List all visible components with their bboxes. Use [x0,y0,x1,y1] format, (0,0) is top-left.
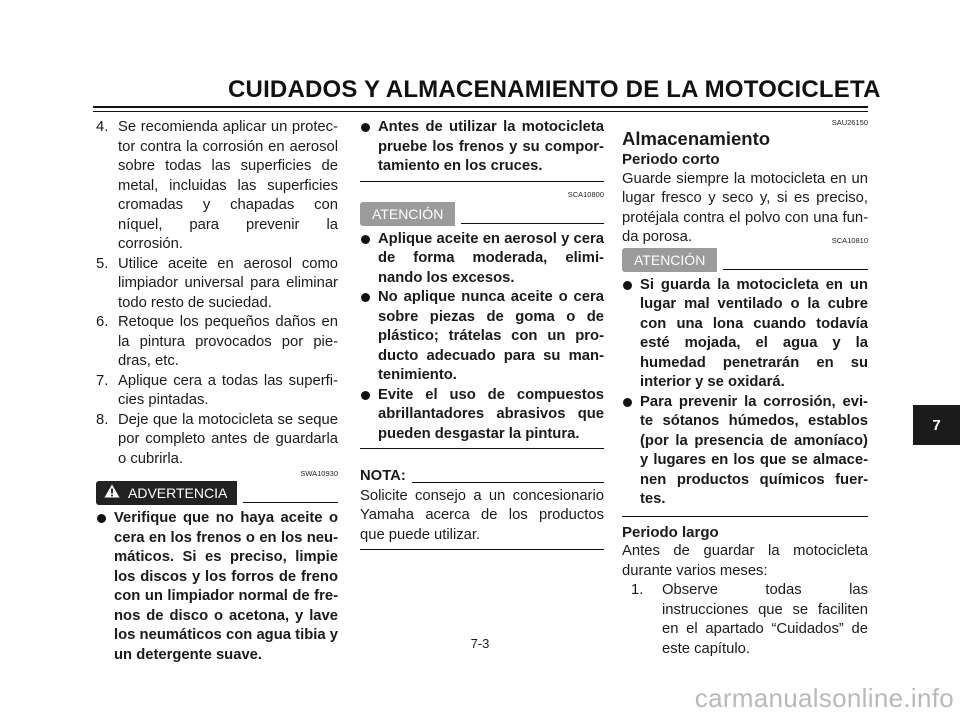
list-item: 1. Observe todas las instrucciones que se faciliten en el apartado “Cuidados” de este capítulo. [631,582,868,657]
bullet-icon [361,235,370,244]
section-rule [622,516,868,517]
list-item: 4. Se recomienda aplicar un protec-tor contra la corrosión en aerosol sobre todas las superficies de metal, incluidas las superficies cromadas y chapadas con níquel, para prevenir la corrosión. [96,119,338,252]
caution-label-line [461,223,604,224]
watermark: carmanualsonline.info [694,683,954,713]
list-item: 7. Aplique cera a todas las superfi-cies pintadas. [96,372,338,408]
list-item: Si guarda la motocicleta en un lugar mal ventilado o la cubre con una lona cuando todavía esté mojada, el agua y la humedad penetrarán en su interior y se oxidará. [622,276,868,393]
bullet-icon [623,281,632,290]
warning-label-line [243,502,338,503]
header-rule-thin [93,111,868,112]
long-storage-text: Antes de guardar la motocicleta durante varios meses: [622,543,868,579]
list-item: Aplique aceite en aerosol y cera de forma moderada, elimi-nando los excesos. [360,230,604,289]
caution-badge: ATENCIÓN [360,202,455,226]
section-code: SAU26150 [831,118,868,127]
page-header-title: CUIDADOS Y ALMACENAMIENTO DE LA MOTOCICLETA [228,76,881,103]
warning-triangle-icon [104,481,120,505]
column-1 [96,118,338,665]
warning-label-row [96,481,338,505]
caution-badge: ATENCIÓN [622,248,717,272]
caution-code: SCA10800 [567,189,604,199]
chapter-tab[interactable]: 7 [913,405,960,445]
caution-bullets [622,276,868,510]
caution-code: SCA10810 [831,235,868,245]
section-rule [360,181,604,182]
caution-label-line [723,269,868,270]
list-item: 6. Retoque los pequeños daños en la pintura provocados por pie-dras, etc. [96,314,338,369]
note-label-line [412,482,604,483]
caution-label-row [622,248,868,272]
bullet-icon [97,514,106,523]
column-3 [622,118,868,659]
list-item: No aplique nunca aceite o cera sobre piezas de goma o de plástico; trátelas con un pro-ducto adecuado para su man-tenimiento. [360,288,604,386]
section-rule [360,549,604,550]
warning-label: ADVERTENCIA [128,485,228,501]
note-text: Solicite consejo a un concesionario Yamaha acerca de los productos que puede utilizar. [360,487,604,543]
section-rule [360,448,604,449]
note-label-row [360,467,604,487]
subsection-title-long: Periodo largo [622,523,719,541]
warning-code: SWA10930 [300,469,338,478]
list-item: Para prevenir la corrosión, evi-te sótanos húmedos, establos (por la presencia de amoníaco) y lugares en los que se almace-nen productos químicos fuer-tes. [622,393,868,510]
warning-bullets-continued [360,118,604,177]
header-rule [93,106,868,108]
bullet-icon [361,123,370,132]
bullet-icon [623,398,632,407]
bullet-icon [361,391,370,400]
caution-label-row [360,202,604,226]
warning-badge [96,481,237,505]
short-storage-text: Guarde siempre la motocicleta en un lugar fresco y seco y, si es preciso, protéjala contra el polvo con una fun-da porosa. [622,170,868,245]
list-item: Antes de utilizar la motocicleta pruebe los frenos y su compor-tamiento en los cruces. [360,118,604,177]
bullet-icon [361,293,370,302]
section-title: Almacenamiento [622,128,771,149]
list-item: Verifique que no haya aceite o cera en los frenos o en los neu-máticos. Si es preciso, limpie los discos y los forros de freno con un limpiador normal de fre-nos de disco o acetona, y lave los neumáticos con agua tibia y un detergente suave. [96,509,338,665]
cleaning-steps-list [96,118,338,469]
note-label: NOTA: [360,468,406,484]
list-item: 8. Deje que la motocicleta se seque por completo antes de guardarla o cubrirla. [96,411,338,467]
page-number: 7-3 [470,636,490,651]
subsection-title-short: Periodo corto [622,151,720,168]
column-2 [360,118,604,550]
caution-bullets [360,230,604,445]
list-item: Evite el uso de compuestos abrillantadores abrasivos que pueden desgastar la pintura. [360,386,604,445]
list-item: 5. Utilice aceite en aerosol como limpiador universal para eliminar todo resto de suciedad. [96,255,338,311]
